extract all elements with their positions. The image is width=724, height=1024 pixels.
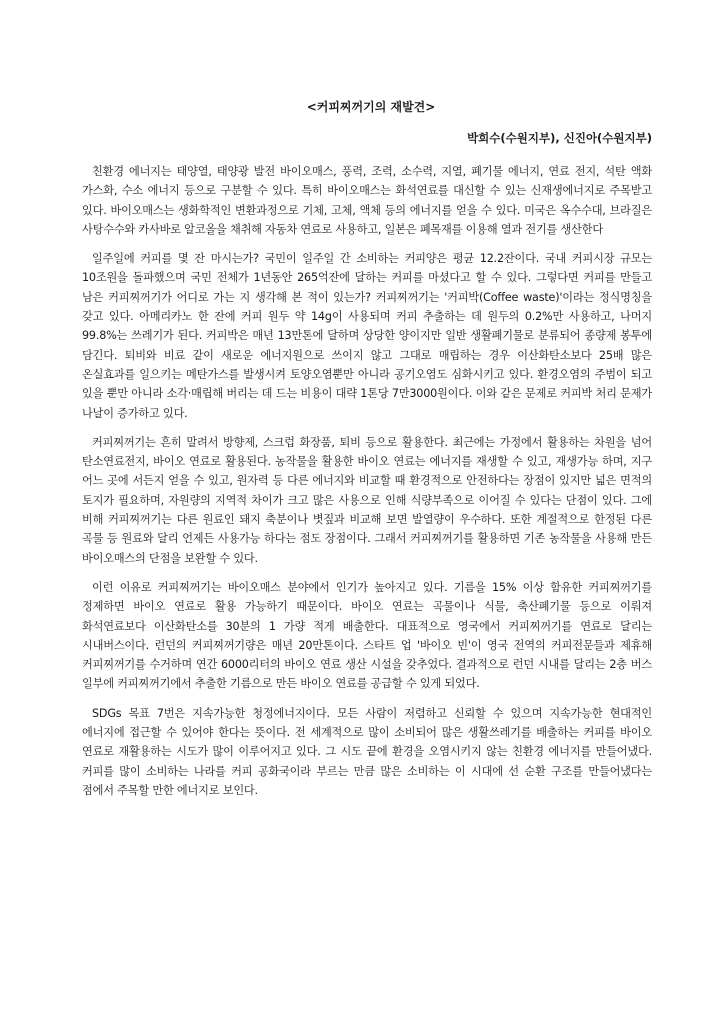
document-title: <커피찌꺼기의 재발견> (306, 100, 436, 114)
paragraph-4: 이런 이유로 커피찌꺼기는 바이오매스 분야에서 인기가 높아지고 있다. 기름을 15% 이상 함유한 커피찌꺼기를 정제하면 바이오 연료로 활용 가능하기 때문이다. 바이오 연료는 곡물이나 식물, 축산폐기물 등으로 이뤄져 화석연료보다 이산화탄소를 30분의 1 가량 적게 배출한다. 대표적으로 영국에서 커피찌꺼기를 연료로 달리는 시내버스이다. 런던의 커피찌꺼기량은 매년 20만톤이다. 스타트 업 '바이오 빈'이 영국 전역의 커피전문들과 제휴해 커피찌꺼기를 수거하며 연간 6000리터의 바이오 연료 생산 시설을 갖추었다. 결과적으로 런던 시내를 달리는 2층 버스 일부에 커피찌꺼기에서 추출한 기름으로 만든 바이오 연료를 공급할 수 있게 되었다. (82, 580, 652, 691)
paragraph-3: 커피찌꺼기는 흔히 말려서 방향제, 스크럽 화장품, 퇴비 등으로 활용한다. 최근에는 가정에서 활용하는 차원을 넘어 탄소연료전지, 바이오 연료로 활용된다. 농작물을 활용한 바이오 연료는 에너지를 재생할 수 있고, 재생가능 하며, 지구 어느 곳에 서든지 얻을 수 있고, 원자력 등 다른 에너지와 비교할 때 환경적으로 안전하다는 장점이 있지만 넓은 면적의 토지가 필요하며, 자원량의 지역적 차이가 크고 많은 사용으로 인해 식량부족으로 이어질 수 있다는 단점이 있다. 그에 비해 커피찌꺼기는 다른 원료인 돼지 축분이나 볏짚과 비교해 보면 발열량이 우수하다. 또한 계절적으로 한정된 다른 곡물 등 원료와 달리 언제든 사용가능 하다는 점도 장점이다. 그래서 커피찌꺼기를 활용하면 기존 농작물을 사용해 만든 바이오매스의 단점을 보완할 수 있다. (82, 435, 652, 565)
paragraph-2: 일주일에 커피를 몇 잔 마시는가? 국민이 일주일 간 소비하는 커피양은 평균 12.2잔이다. 국내 커피시장 규모는 10조원을 돌파했으며 국민 전체가 1년동안 265억잔에 달하는 커피를 마셨다고 할 수 있다. 그렇다면 커피를 만들고 남은 커피찌꺼기가 어디로 가는 지 생각해 본 적이 있는가? 커피찌꺼기는 '커피박(Coffee waste)'이라는 정식명칭을 갖고 있다. 아메리카노 한 잔에 커피 원두 약 14g이 사용되며 커피 추출하는 데 원두의 0.2%만 사용하고, 나머지 99.8%는 쓰레기가 된다. 커피박은 매년 13만톤에 달하며 상당한 양이지만 일반 생활폐기물로 분류되어 종량제 봉투에 담긴다. 퇴비와 비료 같이 새로운 에너지원으로 쓰이지 않고 그대로 매립하는 경우 이산화탄소보다 25배 많은 온실효과를 일으키는 메탄가스를 발생시켜 토양오염뿐만 아니라 공기오염도 심화시키고 있다. 환경오염의 주범이 되고 있을 뿐만 아니라 소각·매립해 버리는 데 드는 비용이 대략 1톤당 7만3000원이다. 이와 같은 문제로 커피박 처리 문제가 나날이 증가하고 있다. (82, 252, 652, 420)
document-authors: 박희수(수원지부), 신진아(수원지부) (467, 131, 652, 145)
paragraph-1: 친환경 에너지는 태양열, 태양광 발전 바이오매스, 풍력, 조력, 소수력, 지열, 폐기물 에너지, 연료 전지, 석탄 액화 가스화, 수소 에너지 등으로 구분할 수 있다. 특히 바이오매스는 화석연료를 대신할 수 있는 신재생에너지로 주목받고 있다. 바이오매스는 생화학적인 변환과정으로 기체, 고체, 액체 등의 에너지를 얻을 수 있다. 미국은 옥수수대, 브라질은 사탕수수와 카사바로 알코올을 채취해 자동차 연료로 사용하고, 일본은 폐목재를 이용해 열과 전기를 생산한다 (82, 165, 652, 236)
paragraph-5: SDGs 목표 7번은 지속가능한 청정에너지이다. 모든 사람이 저렴하고 신뢰할 수 있으며 지속가능한 현대적인 에너지에 접근할 수 있어야 한다는 뜻이다. 전 세계적으로 많이 소비되어 많은 생활쓰레기를 배출하는 커피를 바이오 연료로 재활용하는 시도가 많이 이루어지고 있다. 그 시도 끝에 환경을 오염시키지 않는 친환경 에너지를 만들어냈다. 커피를 많이 소비하는 나라를 커피 공화국이라 부르는 만큼 많은 소비하는 이 시대에 선 순환 구조를 만들어냈다는 점에서 주목할 만한 에너지로 보인다. (82, 706, 652, 797)
